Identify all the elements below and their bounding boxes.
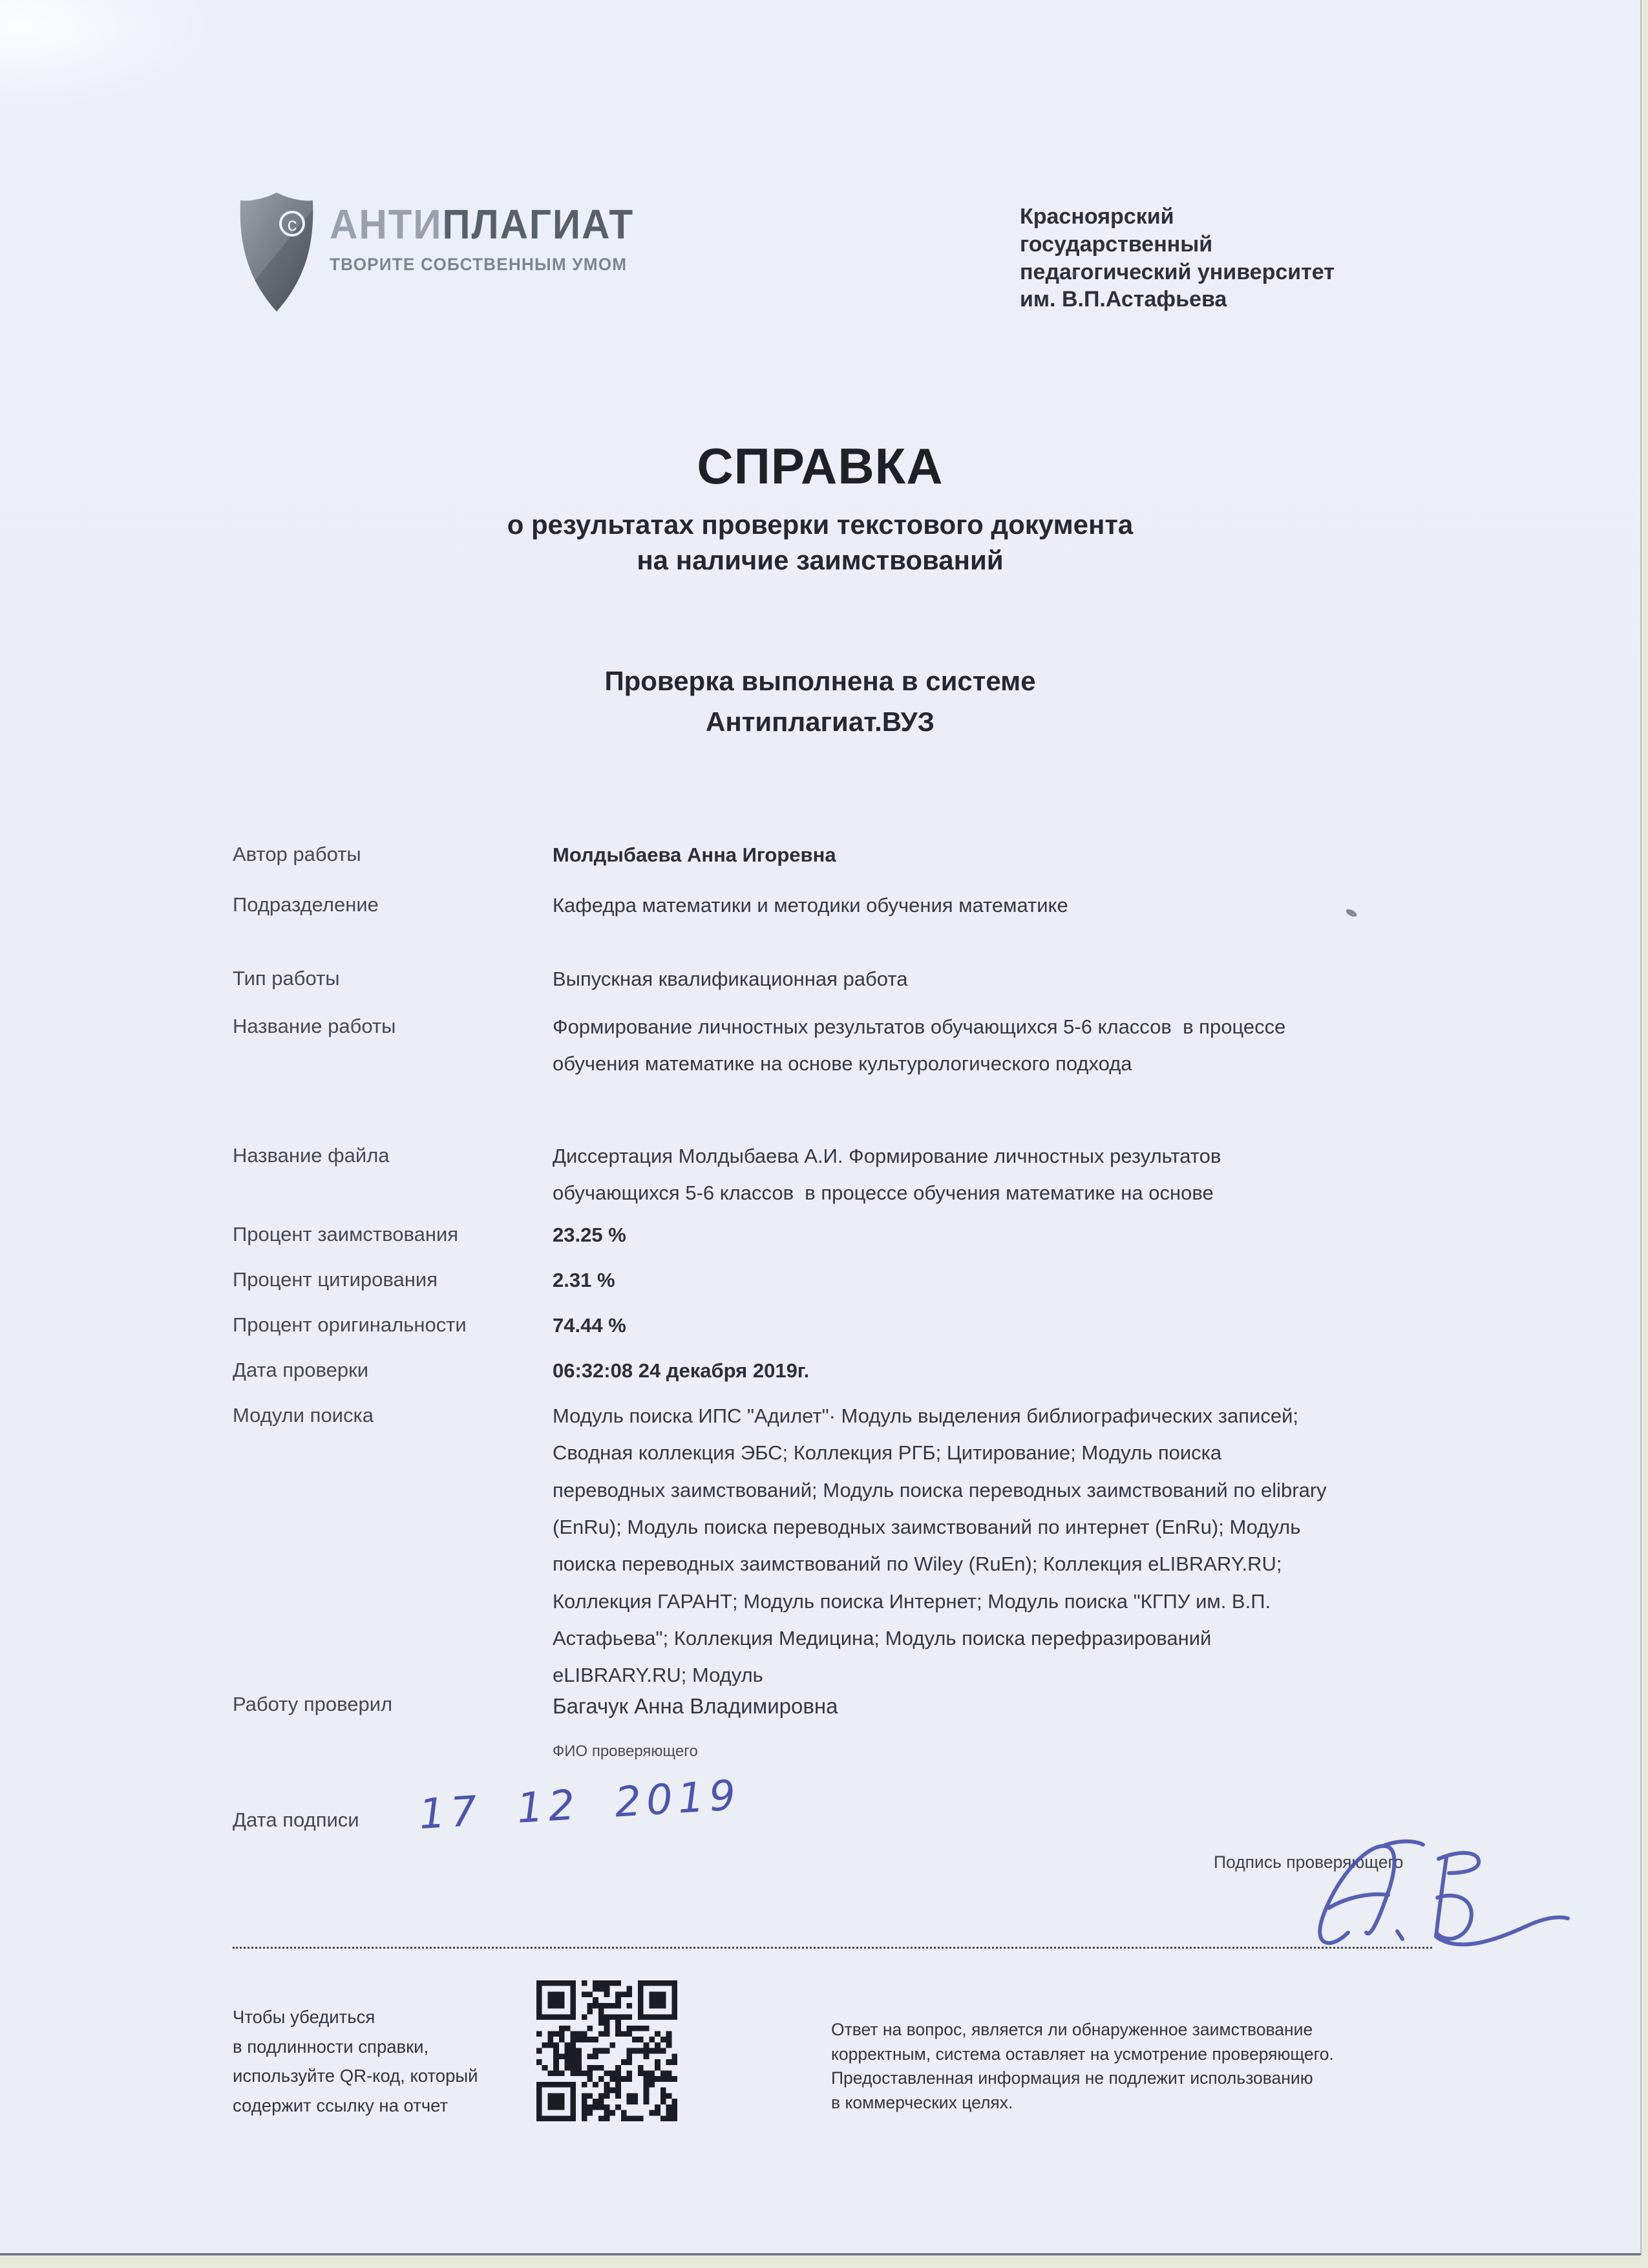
handwritten-signature [1286,1836,1577,1958]
shield-logo-icon [238,190,315,314]
field-label: Процент оригинальности [233,1313,467,1336]
field-row-search-modules [233,1401,1370,1694]
qr-code [535,1980,679,2121]
check-system-block [0,661,1640,742]
field-value: Диссертация Молдыбаева А.И. Формирование личностных результатов обучающихся 5-6 классов в процессе обучения математике на основе [553,1145,1227,1205]
document-subtitle-line1: о результатах проверки текстового документа [507,509,1134,540]
handwritten-date: 17 12 2019 [417,1771,743,1839]
antiplagiat-logo [238,190,634,314]
reviewer-row [233,1690,1370,1726]
qr-caption [233,2002,478,2121]
check-system-line2: Антиплагиат.ВУЗ [706,706,935,737]
university-line: государственный [1020,231,1213,257]
field-row-department [233,891,1370,924]
field-value: 23.25 % [553,1224,626,1246]
qr-caption-line: в подлинности справки, [233,2036,429,2057]
document-title-block [0,437,1640,578]
field-value: Модуль поиска ИПС "Адилет"· Модуль выделения библиографических записей; Сводная коллекция ЭБС; Коллекция РГБ; Цитирование; Модуль поиска переводных заимствований; Модуль поиска переводных заимствований по elibrary (EnRu); Модуль поиска переводных заимствований по интернет (EnRu); Модуль поиска переводных заимствований по Wiley (RuEn); Коллекция eLIBRARY.RU; Коллекция ГАРАНТ; Модуль поиска Интернет; Модуль поиска "КГПУ им. В.П. Астафьева"; Коллекция Медицина; Модуль поиска перефразирований eLIBRARY.RU; Модуль [553,1404,1333,1687]
brand-bold-part: ПЛАГИАТ [442,201,634,248]
field-row-work-title [233,1012,1370,1083]
signature-divider-line [233,1947,1432,1949]
field-row-check-date [233,1356,1370,1389]
university-line: им. В.П.Астафьева [1020,287,1227,312]
university-line: педагогический университет [1020,259,1335,284]
document-title: СПРАВКА [697,438,944,494]
disclaimer-line: корректным, система оставляет на усмотрение проверяющего. [831,2044,1334,2064]
university-name [1020,203,1433,313]
field-row-file-name [233,1141,1370,1212]
disclaimer-line: Ответ на вопрос, является ли обнаруженное заимствование [831,2020,1313,2039]
field-value: Кафедра математики и методики обучения математике [553,894,1068,917]
field-row-citation-percent [233,1266,1370,1298]
qr-caption-line: содержит ссылку на отчет [233,2095,449,2115]
field-label: Процент цитирования [233,1268,438,1291]
field-value: Молдыбаева Анна Игоревна [553,843,836,866]
disclaimer-text [831,2018,1413,2115]
reviewer-name-caption: ФИО проверяющего [553,1743,698,1760]
field-label: Модули поиска [233,1404,374,1426]
disclaimer-line: в коммерческих целях. [831,2092,1013,2112]
field-label: Подразделение [233,893,379,916]
brand-tagline: ТВОРИТЕ СОБСТВЕННЫМ УМОМ [330,255,628,274]
field-label: Название работы [233,1015,396,1037]
sign-date-label: Дата подписи [233,1808,359,1831]
field-label: Дата проверки [233,1359,369,1381]
field-row-work-type [233,964,1370,997]
field-label: Процент заимствования [233,1223,459,1245]
field-row-borrowing-percent [233,1220,1370,1253]
field-value: Выпускная квалификационная работа [553,968,908,990]
qr-caption-line: Чтобы убедиться [233,2007,375,2027]
field-row-author [233,840,1370,873]
field-value: 74.44 % [553,1314,626,1337]
signature-label: Подпись проверяющего [1214,1852,1404,1872]
field-label: Название файла [233,1144,390,1167]
university-line: Красноярский [1020,204,1174,229]
document-subtitle-line2: на наличие заимствований [637,544,1004,575]
paper-edge-shadow [0,2253,1640,2256]
qr-caption-line: используйте QR-код, который [233,2066,478,2086]
field-row-originality-percent [233,1311,1370,1344]
reviewer-label: Работу проверил [233,1693,393,1715]
reviewer-name: Багачук Анна Владимировна [553,1694,838,1718]
brand-name [330,200,653,275]
check-system-line1: Проверка выполнена в системе [604,666,1036,696]
copyright-glyph: c [287,214,297,235]
field-label: Тип работы [233,967,340,990]
disclaimer-line: Предоставленная информация не подлежит использованию [831,2068,1313,2088]
field-value: 2.31 % [553,1269,615,1291]
field-label: Автор работы [233,843,361,865]
field-value: Формирование личностных результатов обучающихся 5-6 классов в процессе обучения математике на основе культурологического подхода [553,1015,1291,1076]
field-value: 06:32:08 24 декабря 2019г. [553,1359,810,1382]
brand-light-part: АНТИ [330,201,443,248]
